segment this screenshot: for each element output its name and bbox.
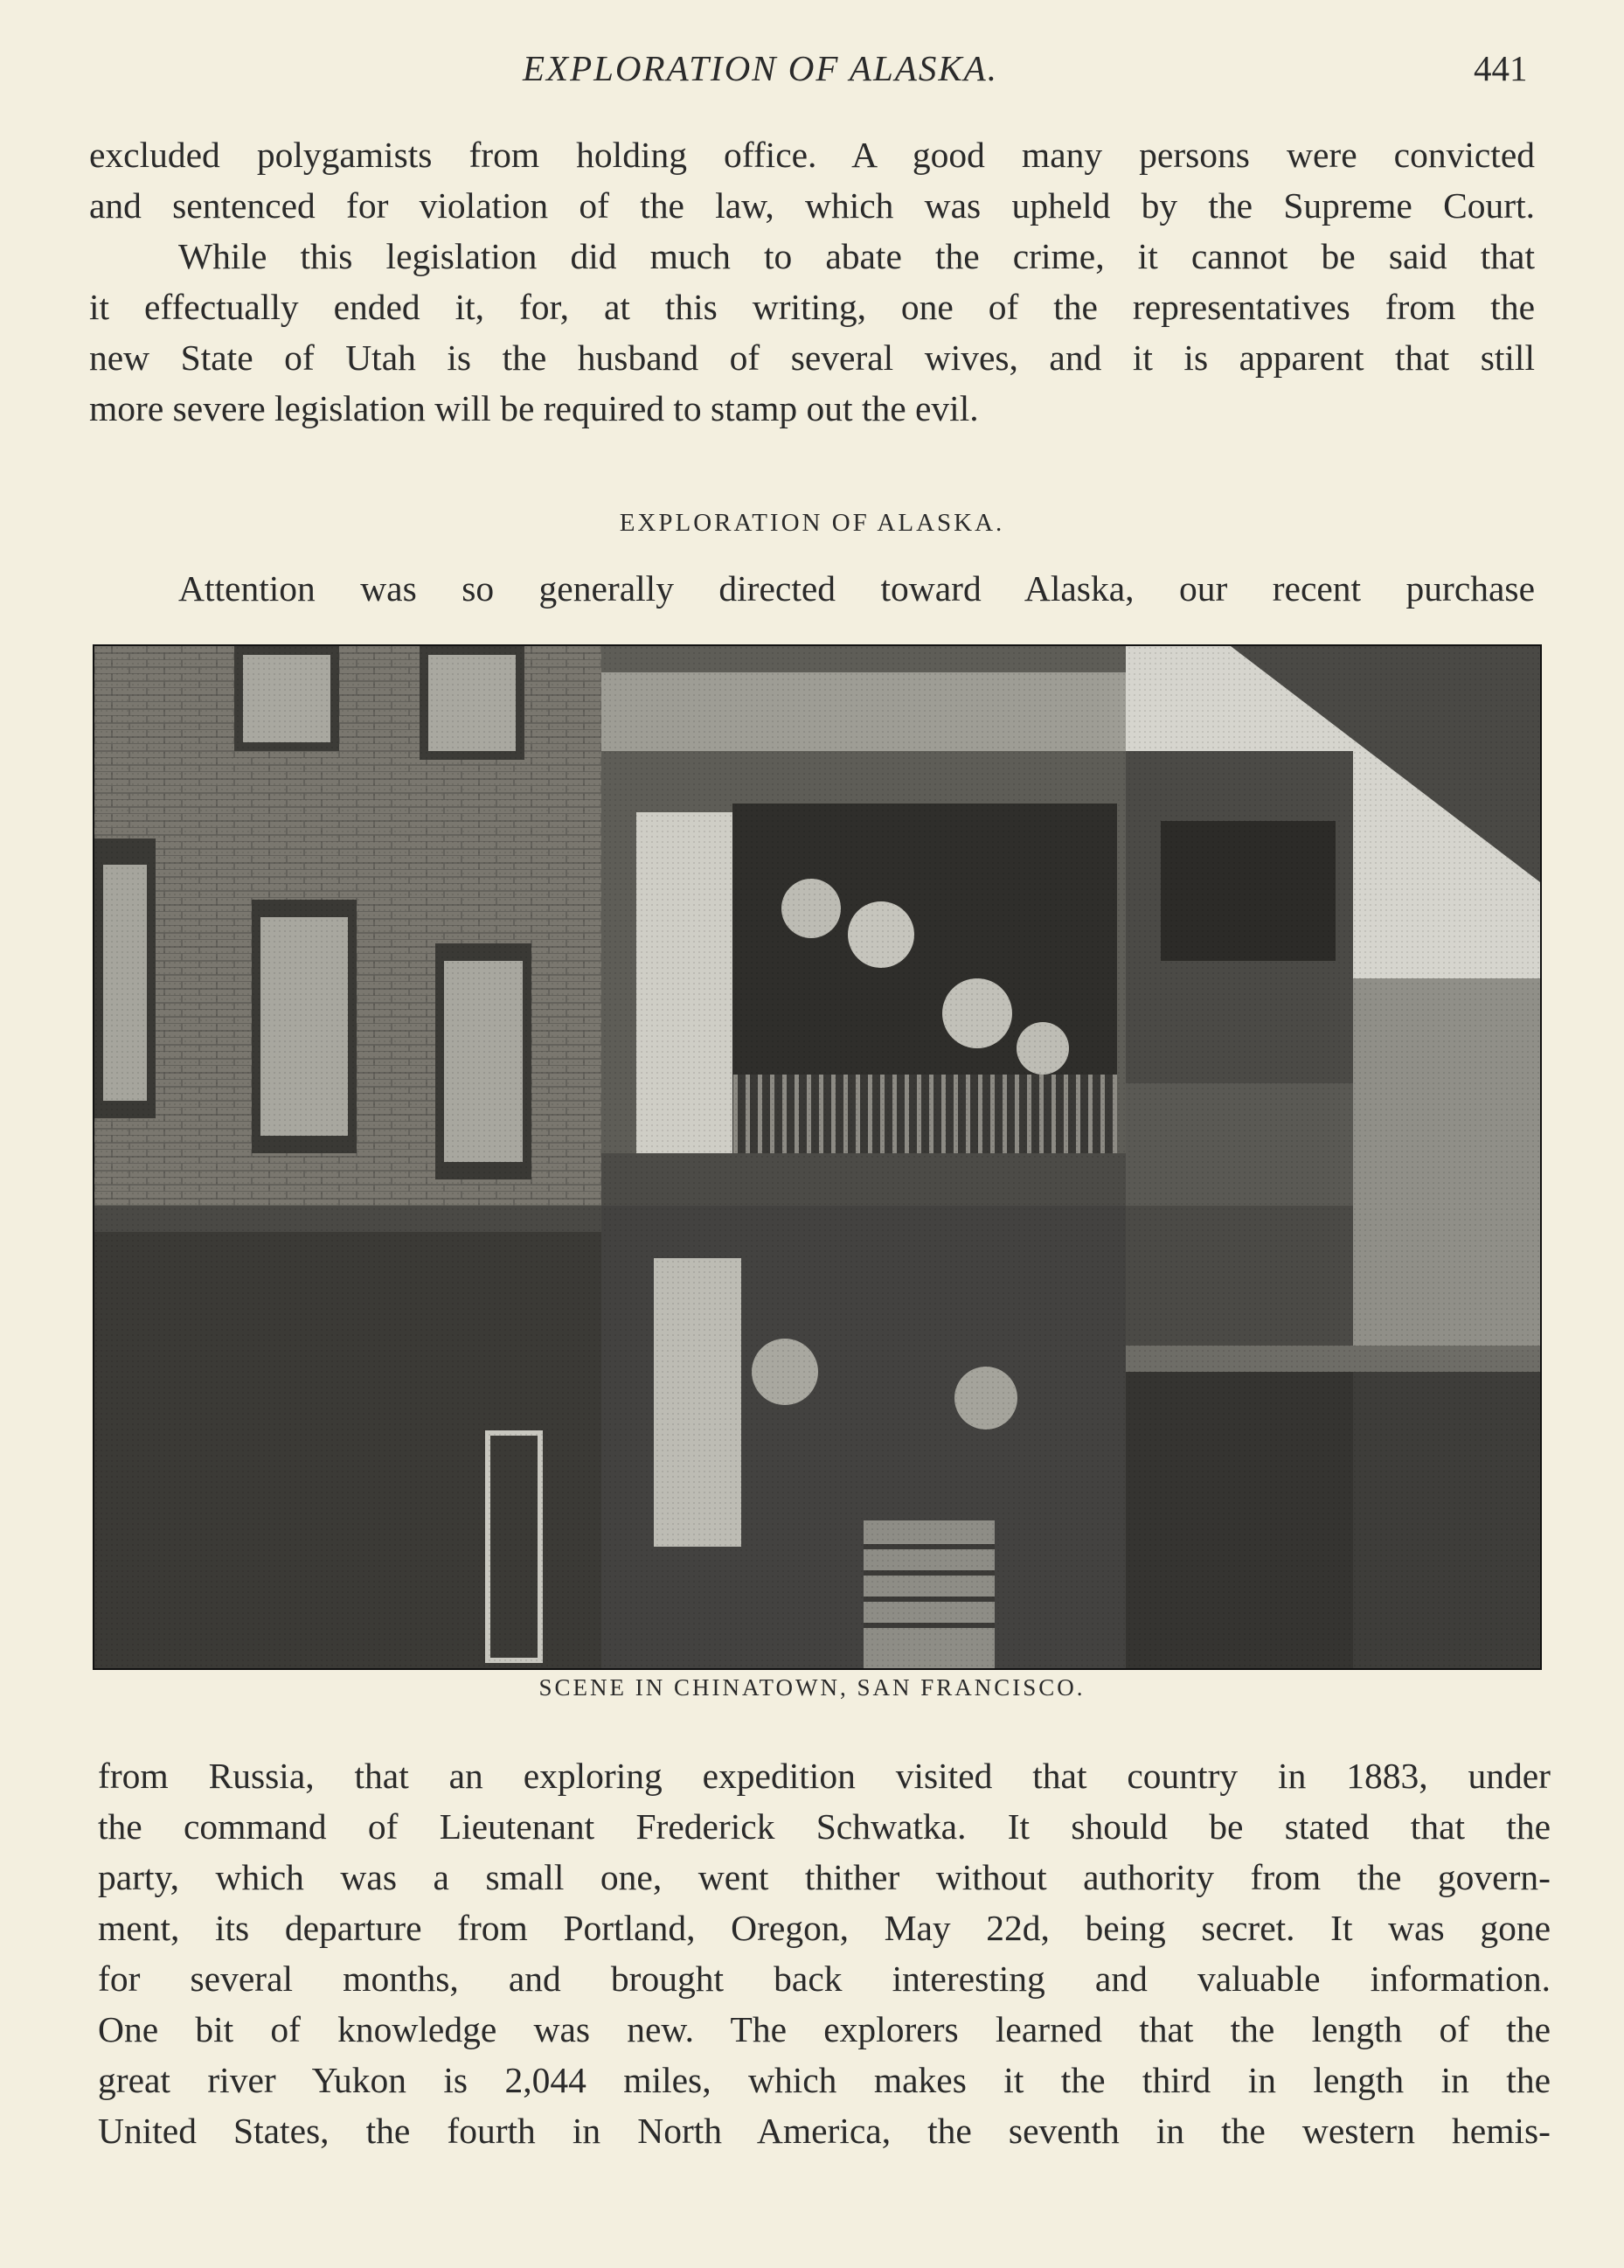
text-line: One bit of knowledge was new. The explorers learned that the length of the (98, 2009, 1551, 2049)
text-line: ment, its departure from Portland, Oregon, May 22d, being secret. It was gone (98, 1908, 1551, 1948)
page-number: 441 (1474, 48, 1528, 88)
text-line: new State of Utah is the husband of several wives, and it is apparent that still (89, 337, 1535, 378)
text-line: party, which was a small one, went thither without authority from the govern- (98, 1857, 1551, 1897)
text-line: more severe legislation will be required to stamp out the evil. (89, 388, 979, 428)
paragraph-alaska-intro (89, 563, 1535, 614)
chinatown-street-scene (94, 646, 1540, 1668)
section-heading: EXPLORATION OF ALASKA. (619, 509, 1005, 537)
figure-caption: SCENE IN CHINATOWN, SAN FRANCISCO. (538, 1674, 1086, 1701)
text-line: and sentenced for violation of the law, which was upheld by the Supreme Court. (89, 185, 1535, 226)
text-line: United States, the fourth in North America, the seventh in the western hemis- (98, 2111, 1551, 2151)
text-line: excluded polygamists from holding office. A good many persons were convicted (89, 135, 1535, 175)
text-line: great river Yukon is 2,044 miles, which makes it the third in length in the (98, 2060, 1551, 2100)
text-line: it effectually ended it, for, at this writing, one of the representatives from the (89, 287, 1535, 327)
paragraph-polygamy (89, 129, 1535, 434)
text-line: from Russia, that an exploring expedition visited that country in 1883, under (98, 1756, 1551, 1796)
running-title: EXPLORATION OF ALASKA. (523, 48, 998, 88)
paragraph-schwatka-expedition (98, 1750, 1551, 2156)
running-head (0, 47, 1624, 100)
text-line: for several months, and brought back interesting and valuable information. (98, 1958, 1551, 1999)
chinatown-photograph (93, 644, 1542, 1670)
text-line: the command of Lieutenant Frederick Schwatka. It should be stated that the (98, 1806, 1551, 1847)
text-line: While this legislation did much to abate the crime, it cannot be said that (178, 236, 1535, 276)
text-line: Attention was so generally directed toward Alaska, our recent purchase (178, 568, 1535, 609)
